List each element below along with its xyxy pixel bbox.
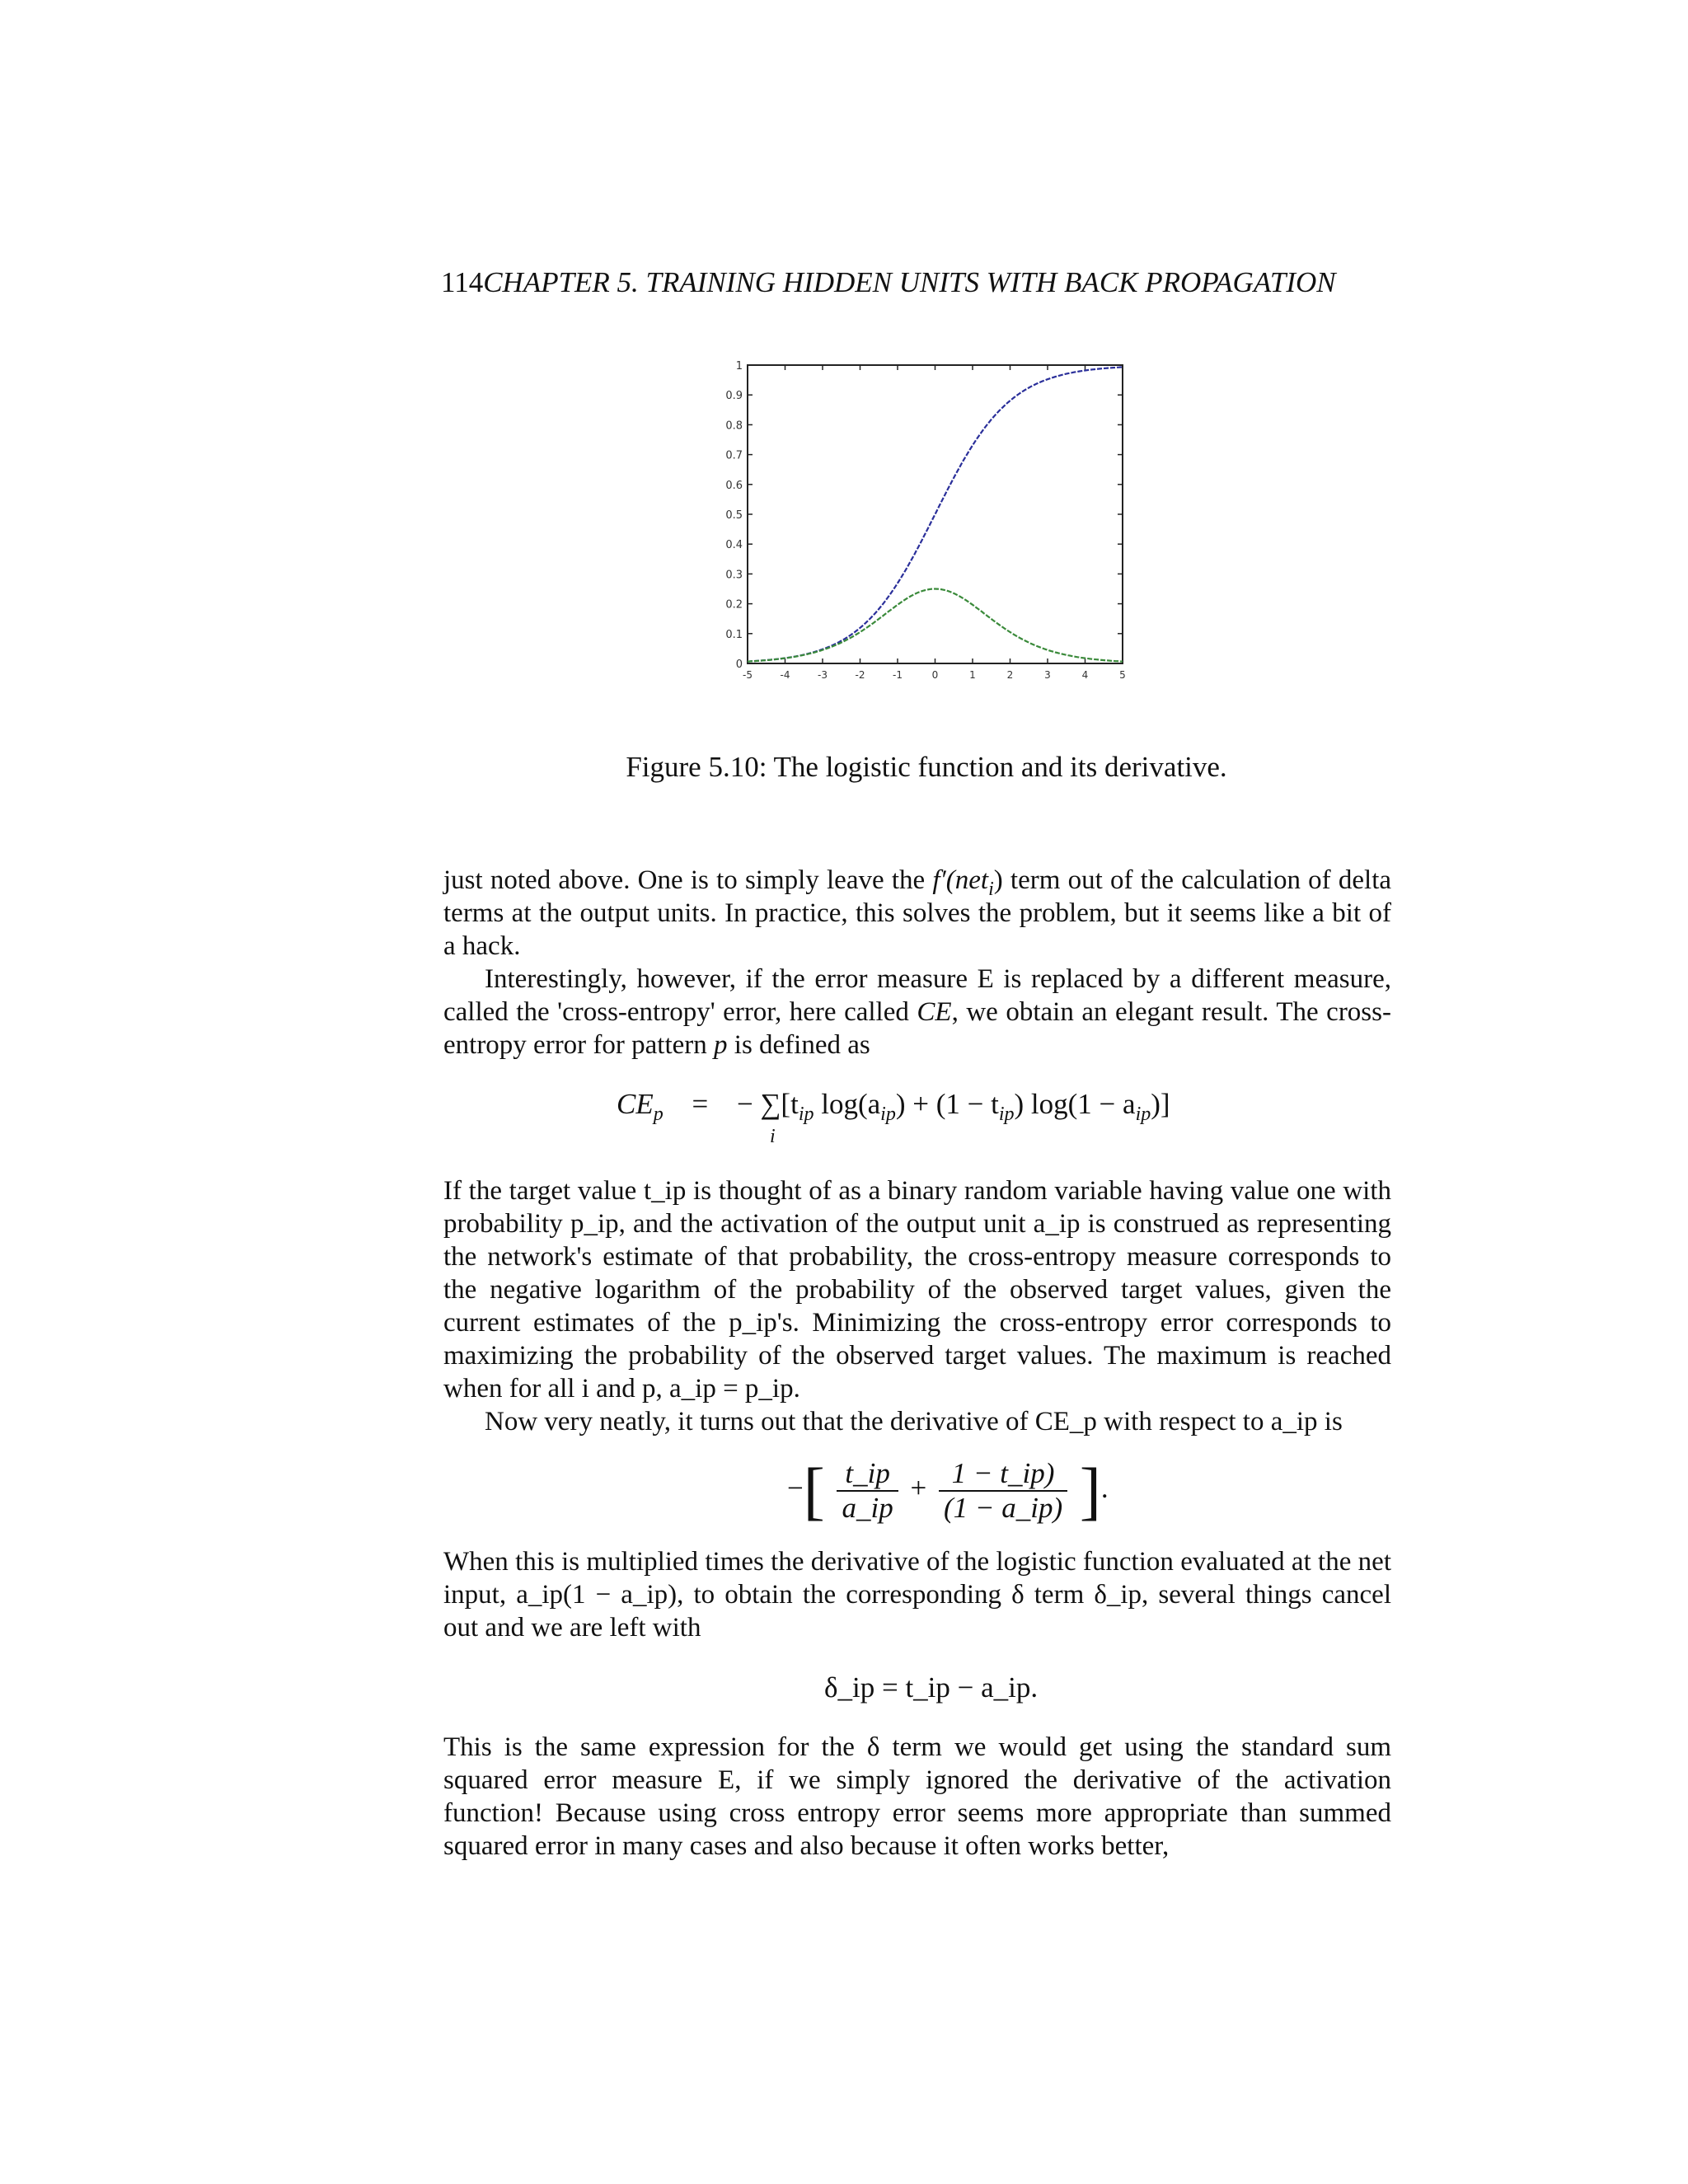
x-tick-label: -1: [893, 669, 903, 681]
y-tick-label: 0.2: [725, 598, 743, 612]
x-tick-label: 5: [1119, 669, 1126, 681]
y-tick-label: 0.4: [725, 539, 743, 552]
y-tick-label: 0.1: [725, 628, 743, 641]
chapter-title: CHAPTER 5. TRAINING HIDDEN UNITS WITH BACK PROPAGATION: [483, 266, 1336, 298]
x-tick-label: -3: [818, 669, 828, 681]
p1-math: f′(net$_i$: [932, 865, 994, 900]
equation-delta: δ_ip = t_ip − a_ip.: [824, 1671, 1039, 1704]
paragraph-6: This is the same expression for the δ term we would get using the standard sum squared error measure E, if we simply ignored the derivative of the activation function! Because using cross entropy error seems more appropriate than summed squared error in many cases and also because it often works better,: [443, 1732, 1391, 1861]
y-tick-label: 0.7: [725, 449, 743, 462]
x-tick-label: 1: [969, 669, 976, 681]
page-number: 114: [441, 266, 484, 298]
y-tick-label: 1: [735, 360, 743, 373]
x-tick-label: -2: [855, 669, 865, 681]
paragraph-2: Interestingly, however, if the error measure E is replaced by a different measure, called the 'cross-entropy' error, here called CE, we obtain an elegant result. The cross-entropy error for pattern p is defined as: [443, 964, 1391, 1060]
x-tick-label: -5: [743, 669, 753, 681]
equation-cross-entropy: $CE_p$ = − $\sum[t_{ip}$ $\log(a_{ip}) + (1 - t_{ip}) \log(1 - a_{ip})$] i: [617, 1088, 1170, 1147]
y-tick-label: 0.9: [725, 390, 743, 403]
running-header: [441, 264, 1412, 302]
plot-frame: [748, 365, 1123, 663]
p1-text: just noted above. One is to simply leave the: [443, 865, 926, 895]
figure-logistic: [705, 350, 1142, 688]
x-tick-label: 4: [1081, 669, 1089, 681]
p1-rest: ) term out of the calculation of delta terms at the output units. In practice, this solves the problem, but it seems like a bit of a hack.: [443, 865, 1392, 961]
x-tick-label: 2: [1006, 669, 1014, 681]
paragraph-4: Now very neatly, it turns out that the derivative of CE_p with respect to a_ip is: [485, 1407, 1343, 1436]
y-tick-label: 0: [735, 658, 743, 671]
paragraph-3: If the target value t_ip is thought of as a binary random variable having value one with probability p_ip, and the activation of the output unit a_ip is construed as representing the network's estimate of that probability, the cross-entropy measure corresponds to the negative logarithm of the probability of the observed target values, given the current estimates of the p_ip's. Minimizing the cross-entropy error corresponds to maximizing the probability of the observed target values. The maximum is reached when for all i and p, a_ip = p_ip. Now very neatly, it turns out that the derivative of CE_p with respect to a_ip is: [443, 1176, 1391, 1436]
y-tick-label: 0.3: [725, 569, 743, 582]
x-tick-label: 3: [1044, 669, 1051, 681]
logistic-chart: [705, 350, 1142, 688]
x-tick-label: -4: [780, 669, 790, 681]
x-tick-label: 0: [931, 669, 939, 681]
equation-derivative: −[ $\frac{t\_ip}{a\_ip}$ + $\frac{1 - t\_ip)}{(1 - a\_ip)}$ ].: [787, 1455, 1109, 1526]
y-tick-label: 0.5: [725, 509, 743, 522]
paragraph-5: When this is multiplied times the derivative of the logistic function evaluated at the net input, a_ip(1 − a_ip), to obtain the corresponding δ term δ_ip, several things cancel out and we are left with: [443, 1547, 1391, 1643]
y-tick-label: 0.6: [725, 479, 743, 492]
paragraph-1: [443, 864, 1391, 1062]
y-tick-label: 0.8: [725, 419, 743, 433]
figure-caption: Figure 5.10: The logistic function and its derivative.: [626, 751, 1227, 783]
